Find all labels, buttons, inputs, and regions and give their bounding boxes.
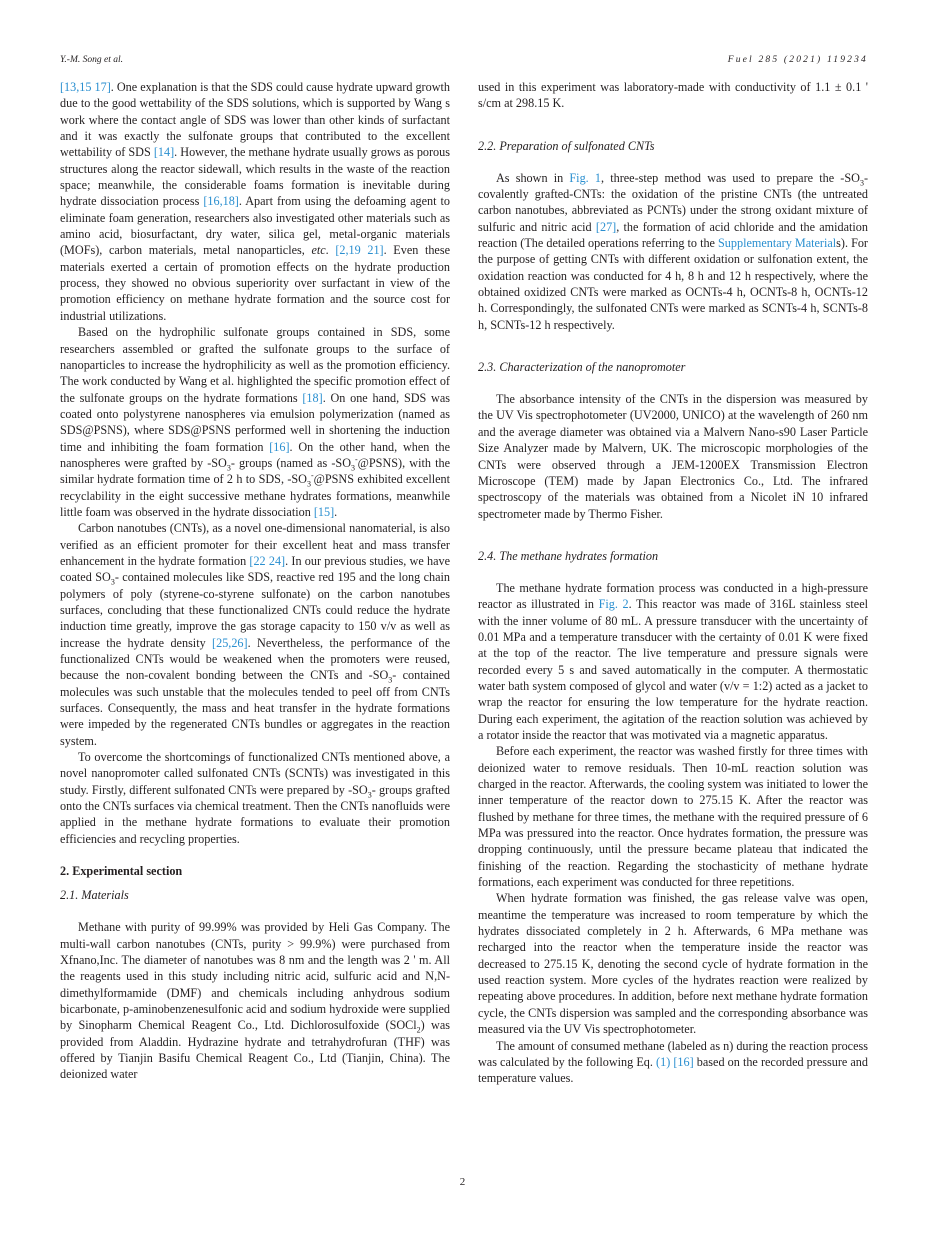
paragraph [478,1038,868,1087]
paragraph [60,520,450,749]
citation-link[interactable]: Supplementary Material [718,236,837,251]
sub-text: 3 [110,577,115,587]
text-run: based on the recorded pressure and temperature values. [478,1054,868,1086]
text-run: The methane hydrate formation process was conducted in a high-pressure reactor as illustrated in [478,580,868,612]
paragraph [478,79,868,112]
subsection-heading: 2.4. The methane hydrates formation [478,548,659,563]
paragraph [60,749,450,847]
sub-text: 3 [388,675,393,685]
text-run: s). For the purpose of getting CNTs with different oxidation or sulfonation extent, the oxidation reaction was conducted for 4 h, 8 h and 12 h respectively, where the obtained oxidized CNTs were marked as OCNTs-4 h, OCNTs-8 h, OCNTs-12 h. Correspondingly, the sulfonated CNTs were marked as SCNTs-4 h, SCNTs-8 h, SCNTs-12 h respectively. [478,236,868,332]
text-run: . This reactor was made of 316L stainless steel with the inner volume of 80 mL. A pressure transducer with the uncertainty of 0.01 MPa and a temperature transducer with the certainty of 0.01 K were fixed at the top of the reactor. The live temperature and pressure signals were recorded every 5 s and saved automatically in the computer. A thermostatic water bath system composed of glycol and water (v/v = 1:2) acted as a jacket to wrap the reactor for ensuring the low temperature for the hydrate reaction. During each experiment, the agitation of the reaction solution was achieved by a rotator inside the reactor that was motivated via a magnetic apparatus. [478,597,868,742]
paragraph [478,890,868,1037]
text-run: . One explanation is that the SDS could cause hydrate upward growth due to the good wettability of the SDS solutions, which is supported by Wang s work where the contact angle of SDS was lower than other kinds of surfactant and it was exactly the sulfonate groups that contributed to the excellent wettability of SDS [60,80,450,160]
citation-link[interactable]: [25,26] [212,635,248,650]
sub-text: 3 [306,479,311,489]
text-run: used in this experiment was laboratory-made with conductivity of 1.1 ± 0.1 ' s/cm at 298.15 K. [478,80,868,111]
text-run: . Nevertheless, the performance of the functionalized CNTs would be weakened when the promoters were reused, because the non-covalent bonding between the CNTs and -SO [60,635,450,683]
text-run: The amount of consumed methane (labeled as n) during the reaction process was calculated by the following Eq. [478,1038,868,1069]
citation-link[interactable]: [18] [302,390,323,405]
text-run: , three-step method was used to prepare the -SO [601,170,860,185]
citation-link[interactable]: [27] [595,219,617,234]
sup-text: - [355,454,358,464]
running-header-authors: Y.-M. Song et al. [60,55,123,65]
paragraph [60,79,450,324]
sub-text: 2 [416,1025,421,1035]
left-column [60,79,450,1083]
citation-link[interactable]: [16,18] [203,194,239,209]
text-run: . However, the methane hydrate usually grows as porous structures along the reactor sidewall, which results in the waste of the reaction space; meanwhile, the considerable foams formation is inevitable during hydrate dissociation process [60,145,450,209]
paragraph [60,919,450,1082]
paragraph [478,170,868,333]
text-run: . Even these materials exerted a certain of promotion effects on the hydrate production process, they showed no obvious superiority over surfactant in view of the promotion efficiency on methane hydrate formation and the source cost for industrial utilizations. [60,243,450,323]
text-run: . In our previous studies, we have coated SO [60,553,450,585]
text-run: ) was provided from Aladdin. Hydrazine hydrate and tetrahydrofuran (THF) was offered by Tianjin Basifu Chemical Reagent Co., Ltd (Tianjin, China). The deionized water [60,1018,451,1082]
text-run: Carbon nanotubes (CNTs), as a novel one-dimensional nanomaterial, is also verified as an efficient promoter for their excellent heat and mass transfer enhancement in the hydrate formation [60,521,450,568]
subsection-heading: 2.2. Preparation of sulfonated CNTs [478,138,655,153]
sup-text: - [310,471,314,481]
text-run: When hydrate formation was finished, the gas release valve was open, meantime the temperature was increased to room temperature by which the hydrates dissociated completely in 2 h. Afterwards, 6 MPa methane was recharged into the reactor when the temperature inside the reactor was decreased to 275.15 K, denoting the second cycle of hydrate formation in the used reaction system. More cycles of the hydrates reaction were realized by repeating above procedures. In addition, before next methane hydrate formation cycle, the CNTs dispersion was sampled and the corresponding absorbance was measured via the UV Vis spectrophotometer. [478,891,868,1037]
text-run: - contained molecules like SDS, reactive red 195 and the long chain polymers of poly (styrene-co-styrene sulfonate) on the carbon nanotubes surfaces, concluding that these functionalized CNTs could reduce the hydrate induction time greatly, improve the gas storage capacity to 150 v/v as well as increase the hydrate density [60,570,450,650]
text-run: @PSNS exhibited excellent recyclability in the eight successive methane hydrates formations, meanwhile little foam was observed in the hydrate dissociation [60,472,450,519]
text-run: The absorbance intensity of the CNTs in the dispersion was measured by the UV Vis spectrophotometer (UV2000, UNICO) at the wavelength of 260 nm and the average diameter was obtained via a Malvern Nano-s90 Laser Particle Size Analyzer made by Malvern, UK. The microscopic morphologies of the CNTs were observed through a JEM-1200EX Transmission Electron Microscope (TEM) made by Japan Electronics Co., Ltd. The infrared spectroscopy of the materials was obtained from a Nicolet iN 10 infrared spectrometer made by Thermo Fisher. [478,392,868,521]
citation-link[interactable]: [2,19 21] [335,243,384,258]
sub-text: 3 [367,790,372,800]
text-run: - contained molecules was such unstable that the molecules tended to peel off from CNTs surfaces. Consequently, the mass and heat transfer in the hydrate formations were impeded by the regenerated CNTs bundles or aggregates in the reaction system. [60,668,450,748]
section-heading: 2. Experimental section [60,864,183,879]
text-run: . [325,243,336,258]
citation-link[interactable]: [16] [673,1054,694,1069]
text-run: Methane with purity of 99.99% was provided by Heli Gas Company. The multi-wall carbon nanotubes (CNTs, purity > 99.9%) were purchased from Xfnano,Inc. The diameter of nanotubes was 8 nm and the length was 2 ' m. All the reagents used in this study including nitric acid, sulfuric acid and N,N-dimethylformamide (DMF) and chemicals including anhydrous sodium bicarbonate, p-aminobenzenesulfonic acid and sodium hydroxide were supplied by Sinopharm Chemical Reagent Co., Ltd. Dichlorosulfoxide (SOCl [60,920,450,1033]
sub-text: 3 [226,463,231,473]
text-run: . [334,504,338,519]
text-run: . On the other hand, when the nanospheres were grafted by -SO [60,439,450,470]
right-column [478,79,868,1087]
text-run: As shown in [496,170,570,185]
text-run: Before each experiment, the reactor was washed firstly for three times with deionized water to remove residuals. Then 10-mL reaction solution was charged in the reactor. Afterwards, the cooling system was initiated to lower the inner temperature of the reactor down to 275.15 K. After the reactor was flushed by methane for three times, the methane with the required pressure of 6 MPa was pressured into the reactor. Once hydrates formation, the pressure was dropping continuously, until the pressure became plateau that indicated the finishing of the reaction. Regarding the stochasticity of methane hydrate formations, each experiment was conducted for three repetitions. [478,744,868,890]
text-run: @PSNS), with the similar hydrate formation time of 2 h to SDS, -SO [60,455,450,487]
paragraph [478,580,868,743]
citation-link[interactable]: Fig. 1 [569,170,601,185]
citation-link[interactable]: [15] [313,504,335,519]
citation-link[interactable]: [22 24] [249,553,286,568]
citation-link[interactable]: [16] [269,439,290,454]
text-run: - groups (named as -SO [230,455,351,470]
sub-text: 3 [859,178,864,188]
text-run: Based on the hydrophilic sulfonate groups contained in SDS, some researchers assembled or grafted the sulfonate groups to the surface of nanoparticles to increase the hydrophilicity as well as the promotion efficiency. The work conducted by Wang et al. highlighted the specific promotion effect of the sulfonate groups on the hydrate formations [60,325,450,405]
text-run: . Apart from using the defoaming agent to eliminate foam generation, researchers also investigated other materials such as amino acid, biosurfactant, dry water, silica gel, metal-organic materials (MOFs), carbon materials, metal nanoparticles, [60,194,450,258]
text-run: , the formation of acid chloride and the amidation reaction (The detailed operations referring to the [478,219,868,251]
running-header-journal: Fuel 285 (2021) 119234 [727,55,868,65]
paragraph [60,324,450,520]
citation-link[interactable]: [13,15 17] [60,80,111,94]
citation-link[interactable]: [14] [153,145,175,160]
subsection-heading: 2.1. Materials [60,888,129,903]
page-number: 2 [459,1176,466,1188]
subsection-heading: 2.3. Characterization of the nanopromoter [478,360,686,375]
citation-link[interactable]: (1) [656,1054,671,1069]
sub-text: 3 [351,463,355,473]
text-run: To overcome the shortcomings of functionalized CNTs mentioned above, a novel nanopromoter called sulfonated CNTs (SCNTs) was investigated in this study. Firstly, different sulfonated CNTs were prepared by -SO [60,750,450,797]
paragraph [478,391,868,522]
text-run: -covalently grafted-CNTs: the oxidation of the pristine CNTs (the untreated carbon nanotubes, abbreviated as PCNTs) under the strong oxidant mixture of sulfuric and nitric acid [478,170,868,234]
citation-link[interactable]: Fig. 2 [598,597,629,612]
i-text: etc [311,243,326,258]
paragraph [478,743,868,890]
text-run: - groups grafted onto the CNTs surfaces via chemical treatment. Then the CNTs nanofluids were applied in the methane hydrate formations to evaluate their promotion efficiencies and recycling properties. [60,782,450,846]
text-run: . On one hand, SDS was coated onto polystyrene nanospheres via emulsion polymerization (named as SDS@PSNS), where SDS@PSNS performed well in shortening the induction time and inhibiting the foam formation [60,390,450,454]
